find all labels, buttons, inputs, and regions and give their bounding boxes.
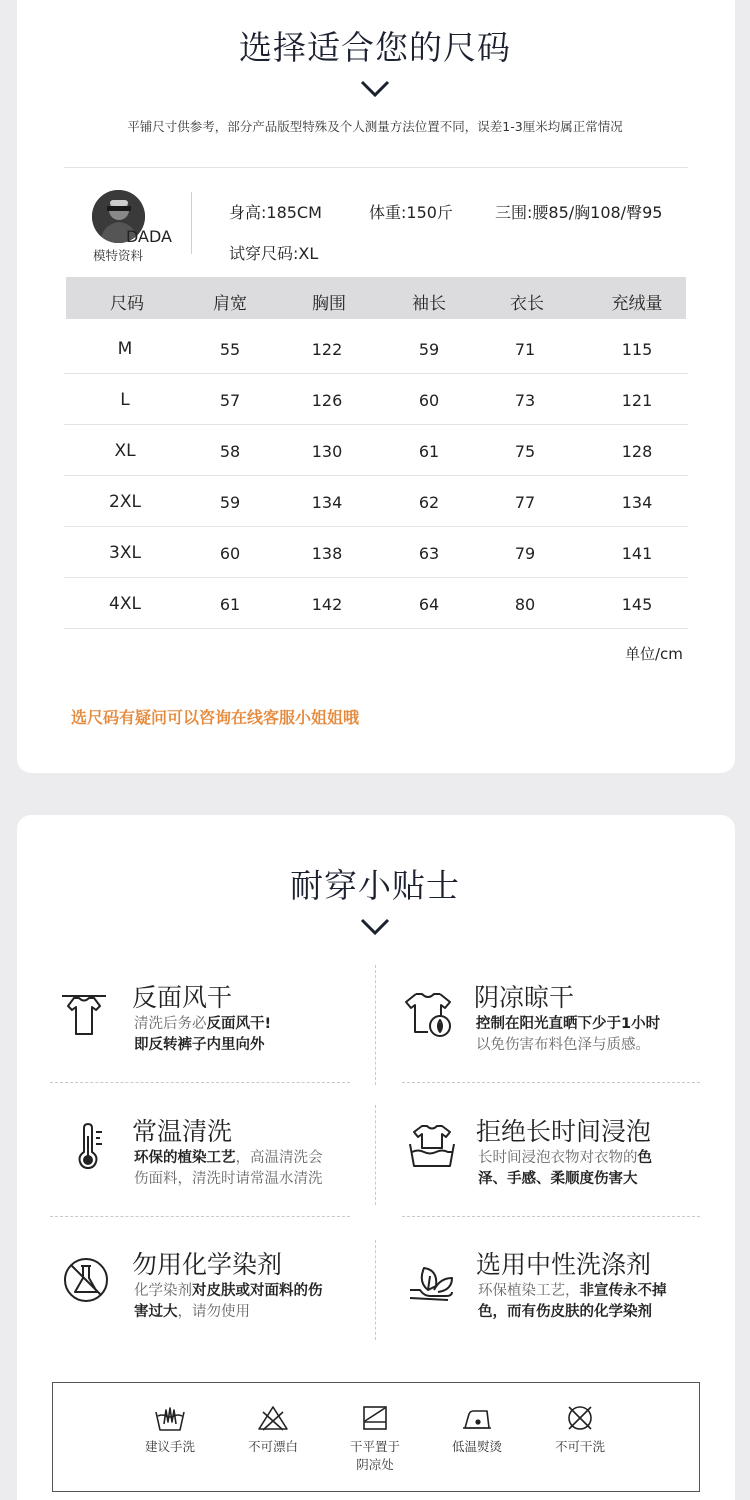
tip-title: 勿用化学染剂	[132, 1250, 283, 1279]
measurement-cell: 61	[418, 442, 440, 461]
tip-description	[134, 1281, 364, 1323]
tip-title: 反面风干	[132, 983, 233, 1012]
measurement-cell: 145	[621, 595, 653, 614]
measurement-cell: 61	[219, 595, 241, 614]
tip-desc-emphasis: 环保的植染工艺	[134, 1150, 236, 1166]
tip-desc-text: ，高温清洗会	[235, 1150, 323, 1166]
chevron-down-icon	[360, 80, 390, 98]
measurement-cell: 130	[311, 442, 343, 461]
no-bleach-icon	[257, 1404, 289, 1432]
model-weight: 体重:150斤	[369, 203, 453, 222]
no-chemical-icon	[62, 1256, 110, 1304]
column-header: 肩宽	[213, 294, 247, 314]
measurement-cell: 64	[418, 595, 440, 614]
size-cell: 2XL	[109, 492, 141, 512]
measurement-cell: 115	[621, 340, 653, 359]
model-trial-size: 试穿尺码:XL	[229, 244, 319, 263]
size-cell: XL	[114, 441, 136, 461]
tip-description	[476, 1014, 706, 1056]
measurement-cell: 122	[311, 340, 343, 359]
care-symbol	[535, 1404, 625, 1456]
measurement-cell: 59	[418, 340, 440, 359]
thermometer-icon	[66, 1122, 114, 1170]
size-table-header	[66, 277, 686, 319]
tip-title: 拒绝长时间浸泡	[476, 1117, 652, 1146]
measurement-cell: 141	[621, 544, 653, 563]
tip-title: 阴凉晾干	[474, 983, 575, 1012]
tip-desc-text: ，请勿使用	[177, 1304, 250, 1320]
column-header: 胸围	[312, 294, 346, 314]
size-cell: 3XL	[109, 543, 141, 563]
leaf-hand-icon	[408, 1256, 456, 1304]
dry-flat-shade-icon	[359, 1404, 391, 1432]
hand-wash-icon	[154, 1404, 186, 1432]
model-label: 模特资料	[93, 248, 144, 263]
measurement-cell: 55	[219, 340, 241, 359]
tip-desc-text: 以免伤害布料色泽与质感。	[476, 1037, 650, 1053]
care-label	[330, 1438, 420, 1474]
measurement-cell: 128	[621, 442, 653, 461]
measurement-cell: 77	[514, 493, 536, 512]
tip-desc-text: 环保植染工艺，	[478, 1283, 580, 1299]
tip-desc-text: 化学染剂	[134, 1283, 192, 1299]
table-row-divider	[64, 373, 688, 374]
table-row-divider	[64, 526, 688, 527]
measurement-cell: 73	[514, 391, 536, 410]
care-tips-title: 耐穿小贴士	[290, 866, 460, 905]
divider	[402, 1216, 700, 1217]
tip-description	[134, 1148, 359, 1190]
model-name: DADA	[126, 227, 172, 246]
size-cell: 4XL	[109, 594, 141, 614]
care-label-line: 阴凉处	[356, 1457, 394, 1472]
tip-desc-text: 长时间浸泡衣物对衣物的	[478, 1150, 638, 1166]
care-label: 建议手洗	[144, 1439, 195, 1454]
divider	[50, 1082, 350, 1083]
model-height: 身高:185CM	[229, 203, 322, 222]
tip-desc-emphasis: 即反转裤子内里向外	[134, 1037, 265, 1053]
tip-title: 选用中性洗涤剂	[476, 1250, 652, 1279]
tip-desc-text: 清洗后务必	[134, 1016, 207, 1032]
divider	[64, 167, 688, 168]
chevron-down-icon	[360, 918, 390, 936]
size-guide-title: 选择适合您的尺码	[239, 28, 511, 67]
tip-description	[478, 1281, 708, 1323]
shade-shirt-icon	[404, 990, 452, 1038]
measurement-cell: 71	[514, 340, 536, 359]
tip-desc-emphasis: 色，而有伤皮肤的化学染剂	[478, 1304, 652, 1320]
measurement-cell: 121	[621, 391, 653, 410]
measurement-cell: 126	[311, 391, 343, 410]
measurement-cell: 62	[418, 493, 440, 512]
table-row-divider	[64, 475, 688, 476]
table-row-divider	[64, 424, 688, 425]
size-cell: M	[117, 339, 133, 359]
divider	[402, 1082, 700, 1083]
tip-title: 常温清洗	[132, 1117, 233, 1146]
column-header: 尺码	[110, 294, 144, 314]
tip-desc-emphasis: 控制在阳光直晒下少于1小时	[476, 1016, 661, 1032]
tip-desc-emphasis: 色	[637, 1150, 652, 1166]
column-header: 衣长	[510, 294, 544, 314]
measurement-cell: 75	[514, 442, 536, 461]
measurement-cell: 79	[514, 544, 536, 563]
table-row-divider	[64, 577, 688, 578]
care-label: 低温熨烫	[451, 1439, 502, 1454]
no-dry-clean-icon	[564, 1404, 596, 1432]
measurement-cell: 58	[219, 442, 241, 461]
divider	[50, 1216, 350, 1217]
care-label: 不可干洗	[554, 1439, 605, 1454]
measurement-cell: 138	[311, 544, 343, 563]
measurement-cell: 57	[219, 391, 241, 410]
measurement-note: 平铺尺寸供参考，部分产品版型特殊及个人测量方法位置不同，误差1-3厘米均属正常情况	[127, 119, 623, 134]
unit-label: 单位/cm	[625, 645, 683, 663]
column-header: 充绒量	[611, 294, 663, 314]
tip-description	[478, 1148, 708, 1190]
measurement-cell: 60	[418, 391, 440, 410]
divider	[191, 192, 192, 254]
care-symbol	[330, 1404, 420, 1474]
measurement-cell: 134	[621, 493, 653, 512]
table-row-divider	[64, 628, 688, 629]
tip-desc-emphasis: 非宣传永不掉	[579, 1283, 667, 1299]
measurement-cell: 142	[311, 595, 343, 614]
divider	[375, 965, 376, 1085]
divider	[375, 1240, 376, 1340]
column-header: 袖长	[412, 294, 446, 314]
measurement-cell: 60	[219, 544, 241, 563]
care-symbol	[125, 1404, 215, 1456]
care-label-line: 干平置于	[349, 1439, 400, 1454]
measurement-cell: 59	[219, 493, 241, 512]
tip-desc-emphasis: 反面风干!	[206, 1016, 272, 1032]
care-label: 不可漂白	[247, 1439, 298, 1454]
care-symbol	[432, 1404, 522, 1456]
measurement-cell: 63	[418, 544, 440, 563]
model-measurements: 三围:腰85/胸108/臀95	[495, 203, 663, 222]
soak-basin-icon	[408, 1122, 456, 1170]
care-symbol	[228, 1404, 318, 1456]
divider	[375, 1105, 376, 1205]
tip-description	[134, 1014, 364, 1056]
consult-note: 选尺码有疑问可以咨询在线客服小姐姐哦	[71, 708, 360, 727]
measurement-cell: 134	[311, 493, 343, 512]
low-iron-icon	[461, 1404, 493, 1432]
measurement-cell: 80	[514, 595, 536, 614]
hanging-shirt-icon	[60, 990, 108, 1038]
size-cell: L	[120, 390, 130, 410]
tip-desc-text: 伤面料，清洗时请常温水清洗	[134, 1171, 323, 1187]
tip-desc-emphasis: 泽、手感、柔顺度伤害大	[478, 1171, 638, 1187]
tip-desc-emphasis: 害过大	[134, 1304, 178, 1320]
tip-desc-emphasis: 对皮肤或对面料的伤	[192, 1283, 323, 1299]
